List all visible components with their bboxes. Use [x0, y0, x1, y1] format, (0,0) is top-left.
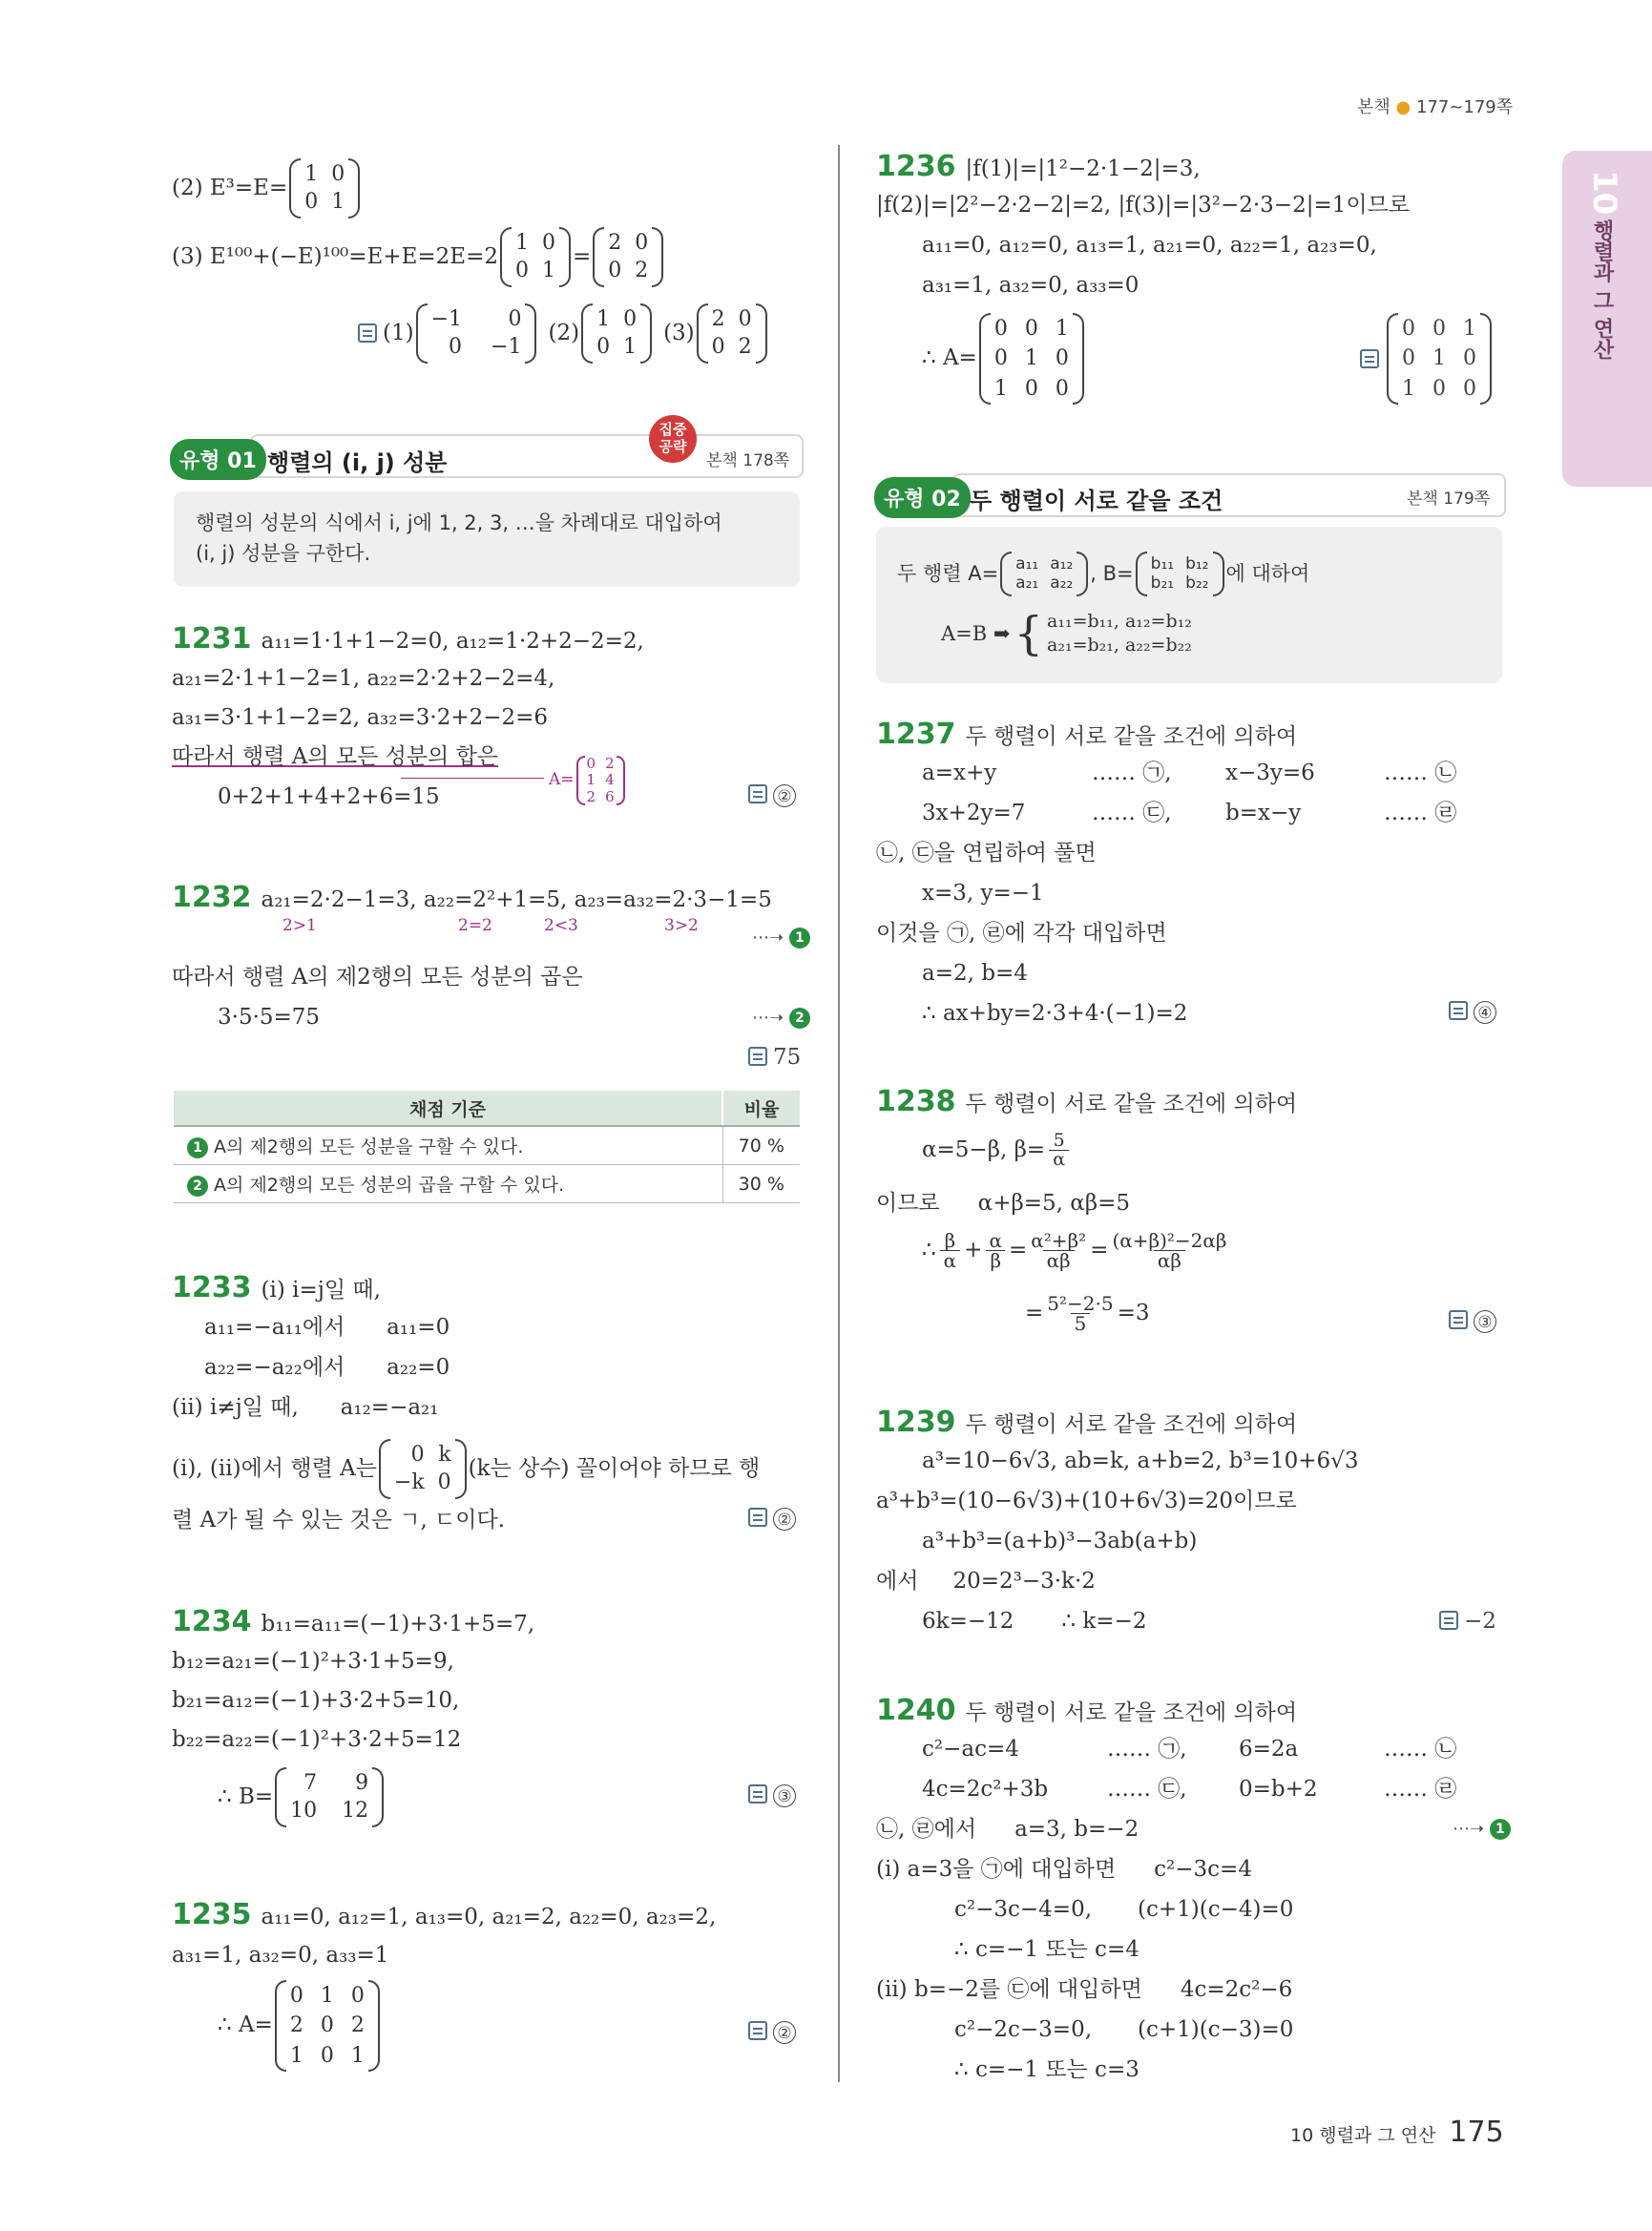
problem-1235-line-3: ∴ A= 0 1 0 2 0 2 1 0 1	[218, 1980, 382, 2072]
matrix-identity: 1 0 0 1	[289, 158, 360, 219]
problem-1233-line-5: (i), (ii)에서 행렬 A는 0 k −k 0 (k는 상수) 꼴이어야 하므로 행	[172, 1439, 760, 1499]
answer-1236: 0 0 1 0 1 0 1 0 0	[1360, 313, 1494, 405]
type01-ref: 본책 178쪽	[706, 451, 790, 470]
problem-number: 1237	[876, 718, 956, 751]
table-row: 1 A의 제2행의 모든 성분을 구할 수 있다. 70 %	[174, 1126, 800, 1165]
problem-1240-eq-row-2: 4c=2c²+3b …… ㉢, 0=b+2 …… ㉣	[922, 1777, 1457, 1802]
type02-desc-2: A=B ➡ { a₁₁=b₁₁, a₁₂=b₁₂ a₂₁=b₂₁, a₂₂=b₂₂	[941, 607, 1192, 660]
problem-1237-line-5: 이것을 ㉠, ㉣에 각각 대입하면	[876, 921, 1167, 946]
problem-1237-line-1: 1237 두 행렬이 서로 같을 조건에 의하여	[876, 718, 1298, 751]
problem-number: 1234	[172, 1605, 252, 1638]
problem-1240-line-7: (ii) b=−2를 ㉢에 대입하면 4c=2c²−6	[876, 1977, 1293, 2002]
problem-1235-line-1: 1235 a₁₁=0, a₁₂=1, a₁₃=0, a₂₁=2, a₂₂=0, a₂₃=2,	[172, 1898, 717, 1931]
problem-1233-line-4: (ii) i≠j일 때, a₁₂=−a₂₁	[172, 1395, 439, 1420]
problem-1240-line-4: (i) a=3을 ㉠에 대입하면 c²−3c=4	[876, 1857, 1252, 1882]
chapter-side-tab[interactable]	[1562, 151, 1652, 487]
problem-1232-line-3: 3·5·5=75	[218, 1005, 321, 1030]
header-book: 본책	[1357, 97, 1391, 117]
problem-1234-line-1: 1234 b₁₁=a₁₁=(−1)+3·1+5=7,	[172, 1605, 535, 1638]
problem-1240-line-5: c²−3c−4=0, (c+1)(c−4)=0	[954, 1897, 1294, 1922]
problem-1236-line-1: 1236 |f(1)|=|1²−2·1−2|=3,	[876, 150, 1201, 183]
problem-1231-line-3: a₃₁=3·1+1−2=2, a₃₂=3·2+2−2=6	[172, 705, 549, 730]
annotation-matrix: A= 0 2 1 4 2 6	[549, 756, 627, 805]
type02-badge: 유형 02	[874, 477, 971, 518]
page-footer	[1290, 2118, 1504, 2147]
problem-1238-line-4: ∴ β α + $\frac{\alpha}{\beta}$ = $\frac{\text{α²+β²}}{\alpha\beta}$ = $\frac{\text{(α+β)²−2αβ}}{\alpha\beta}$	[922, 1229, 1227, 1272]
type02-ref: 본책 179쪽	[1407, 490, 1491, 509]
problem-number: 1232	[172, 881, 252, 914]
problem-1233-line-2: a₁₁=−a₁₁에서 a₁₁=0	[204, 1315, 450, 1340]
column-divider	[838, 145, 840, 2082]
problem-1233-line-1: 1233 (i) i=j일 때,	[172, 1271, 381, 1304]
problem-1239-line-2: a³=10−6√3, ab=k, a+b=2, b³=10+6√3	[922, 1449, 1359, 1473]
type01-desc-box	[174, 491, 800, 587]
prev-answer: (1) −1 0 0 −1 (2) 1 0 0 1 (3) 2 0 0 2	[358, 303, 769, 364]
footer-chapter: 10 행렬과 그 연산	[1290, 2125, 1436, 2146]
problem-number: 1231	[172, 622, 252, 656]
type01-badge: 유형 01	[170, 439, 266, 480]
header-pages: 177~179쪽	[1415, 97, 1514, 117]
problem-1240-line-9: ∴ c=−1 또는 c=3	[954, 2057, 1140, 2082]
problem-1238-line-1: 1238 두 행렬이 서로 같을 조건에 의하여	[876, 1085, 1298, 1118]
score-header-criteria: 채점 기준	[174, 1091, 722, 1126]
problem-1231-line-4: 따라서 행렬 A의 모든 성분의 합은	[172, 744, 498, 769]
problem-1240-line-6: ∴ c=−1 또는 c=4	[954, 1937, 1140, 1962]
problem-1238-line-3: 이므로 α+β=5, αβ=5	[876, 1191, 1131, 1216]
bullet-icon: ●	[1395, 97, 1412, 117]
answer-1239: −2	[1439, 1611, 1496, 1633]
type01-desc-1: 행렬의 성분의 식에서 i, j에 1, 2, 3, …을 차례대로 대입하여	[196, 511, 722, 534]
problem-1237-line-6: a=2, b=4	[922, 961, 1028, 986]
problem-1234-line-3: b₂₁=a₁₂=(−1)+3·2+5=10,	[172, 1688, 460, 1713]
score-header-ratio: 비율	[722, 1091, 800, 1126]
problem-1237-eq-row-2: 3x+2y=7 …… ㉢, b=x−y …… ㉣	[922, 801, 1457, 825]
answer-1235: ②	[748, 2021, 796, 2044]
problem-1235-line-2: a₃₁=1, a₃₂=0, a₃₃=1	[172, 1943, 389, 1968]
problem-1236-line-4: a₃₁=1, a₃₂=0, a₃₃=0	[922, 273, 1140, 298]
annot-3-gt-2: 3>2	[664, 916, 699, 935]
problem-1239-line-4: a³+b³=(a+b)³−3ab(a+b)	[922, 1529, 1198, 1553]
problem-1237-eq-row-1: a=x+y …… ㉠, x−3y=6 …… ㉡	[922, 761, 1457, 785]
chapter-number: 10	[1585, 170, 1623, 216]
problem-1233-line-3: a₂₂=−a₂₂에서 a₂₂=0	[204, 1355, 450, 1380]
problem-1240-eq-row-1: c²−ac=4 …… ㉠, 6=2a …… ㉡	[922, 1737, 1457, 1762]
type02-desc-box	[876, 527, 1502, 683]
problem-1239-line-6: 6k=−12 ∴ k=−2	[922, 1609, 1147, 1634]
answer-1238: ③	[1449, 1310, 1496, 1333]
step-1: ⋯➝ 1	[752, 928, 810, 949]
problem-number: 1240	[876, 1694, 956, 1727]
problem-number: 1235	[172, 1898, 252, 1931]
problem-1239-line-3: a³+b³=(10−6√3)+(10+6√3)=20이므로	[876, 1489, 1297, 1513]
problem-1239-line-5: 에서 20=2³−3·k·2	[876, 1569, 1096, 1594]
problem-1231-line-2: a₂₁=2·1+1−2=1, a₂₂=2·2+2−2=4,	[172, 666, 555, 691]
problem-number: 1233	[172, 1271, 252, 1304]
problem-1238-line-5: = $\frac{\text{5²−2·5}}{5}$ =3	[1025, 1292, 1150, 1335]
problem-1234-line-5: ∴ B= 7 9 10 12	[218, 1767, 386, 1827]
type01-desc-2: (i, j) 성분을 구한다.	[196, 542, 371, 565]
problem-1231-line-5: 0+2+1+4+2+6=15	[218, 784, 440, 809]
prev-line-2: (2) E³=E= 1 0 0 1	[172, 158, 362, 219]
problem-1237-line-4: x=3, y=−1	[922, 881, 1044, 906]
problem-1231-line-1: 1231 a₁₁=1·1+1−2=0, a₁₂=1·2+2−2=2,	[172, 622, 644, 656]
type02-title: 두 행렬이 서로 같을 조건	[970, 488, 1223, 514]
scoring-table	[174, 1091, 800, 1203]
step-2: ⋯➝ 2	[752, 1008, 810, 1029]
annot-2-eq-2: 2=2	[458, 916, 492, 935]
answer-1233: ②	[748, 1508, 796, 1531]
problem-1237-line-3: ㉡, ㉢을 연립하여 풀면	[876, 841, 1097, 865]
problem-number: 1239	[876, 1406, 956, 1439]
problem-1240-line-1: 1240 두 행렬이 서로 같을 조건에 의하여	[876, 1694, 1298, 1727]
annot-2-gt-1: 2>1	[282, 916, 317, 935]
problem-1239-line-1: 1239 두 행렬이 서로 같을 조건에 의하여	[876, 1406, 1298, 1439]
problem-1234-line-2: b₁₂=a₂₁=(−1)²+3·1+5=9,	[172, 1649, 454, 1674]
answer-icon	[358, 323, 377, 343]
problem-1236-line-3: a₁₁=0, a₁₂=0, a₁₃=1, a₂₁=0, a₂₂=1, a₂₃=0,	[922, 233, 1377, 258]
answer-1231: ②	[748, 784, 796, 807]
annotation-line	[401, 778, 544, 779]
problem-number: 1236	[876, 150, 956, 183]
problem-1237-line-7: ∴ ax+by=2·3+4·(−1)=2	[922, 1001, 1188, 1026]
problem-1238-line-2: α=5−β, β= $\frac{5}{\alpha}$	[922, 1132, 1069, 1169]
problem-1232-line-1: 1232 a₂₁=2·2−1=3, a₂₂=2²+1=5, a₂₃=a₃₂=2·3−1=5	[172, 881, 772, 914]
answer-1232: 75	[748, 1047, 801, 1069]
answer-1234: ③	[748, 1784, 796, 1807]
annot-2-lt-3: 2<3	[544, 916, 578, 935]
problem-1232-line-2: 따라서 행렬 A의 제2행의 모든 성분의 곱은	[172, 965, 583, 990]
problem-1240-line-8: c²−2c−3=0, (c+1)(c−3)=0	[954, 2017, 1294, 2042]
type01-title: 행렬의 (i, j) 성분	[267, 449, 448, 476]
problem-1233-line-6: 렬 A가 될 수 있는 것은 ㄱ, ㄷ이다.	[172, 1508, 506, 1533]
problem-1236-line-2: |f(2)|=|2²−2·2−2|=2, |f(3)|=|3²−2·3−2|=1이므로	[876, 193, 1411, 218]
answer-1237: ④	[1449, 1001, 1496, 1024]
problem-number: 1238	[876, 1085, 956, 1118]
problem-1236-line-5: ∴ A= 0 0 1 0 1 0 1 0 0	[922, 313, 1086, 405]
prev-line-3: (3) E¹⁰⁰+(−E)¹⁰⁰=E+E=2E=2 1 0 0 1 = 2 0 0 2	[172, 227, 665, 287]
page-number: 175	[1449, 2116, 1504, 2149]
page-header	[1357, 94, 1513, 118]
problem-1234-line-4: b₂₂=a₂₂=(−1)²+3·2+5=12	[172, 1727, 462, 1752]
focus-tag: 집중 공략	[649, 415, 697, 463]
problem-1240-line-3: ㉡, ㉣에서 a=3, b=−2	[876, 1817, 1140, 1842]
chapter-label: 행렬과 그 연산	[1590, 219, 1614, 361]
table-row: 2 A의 제2행의 모든 성분의 곱을 구할 수 있다. 30 %	[174, 1165, 800, 1203]
step-1: ⋯➝ 1	[1453, 1819, 1511, 1840]
type02-desc-1: 두 행렬 A= a₁₁ a₁₂ a₂₁ a₂₂ , B= b₁₁ b₁₂ b₂₁ b₂₂ 에 대하여	[897, 552, 1309, 596]
